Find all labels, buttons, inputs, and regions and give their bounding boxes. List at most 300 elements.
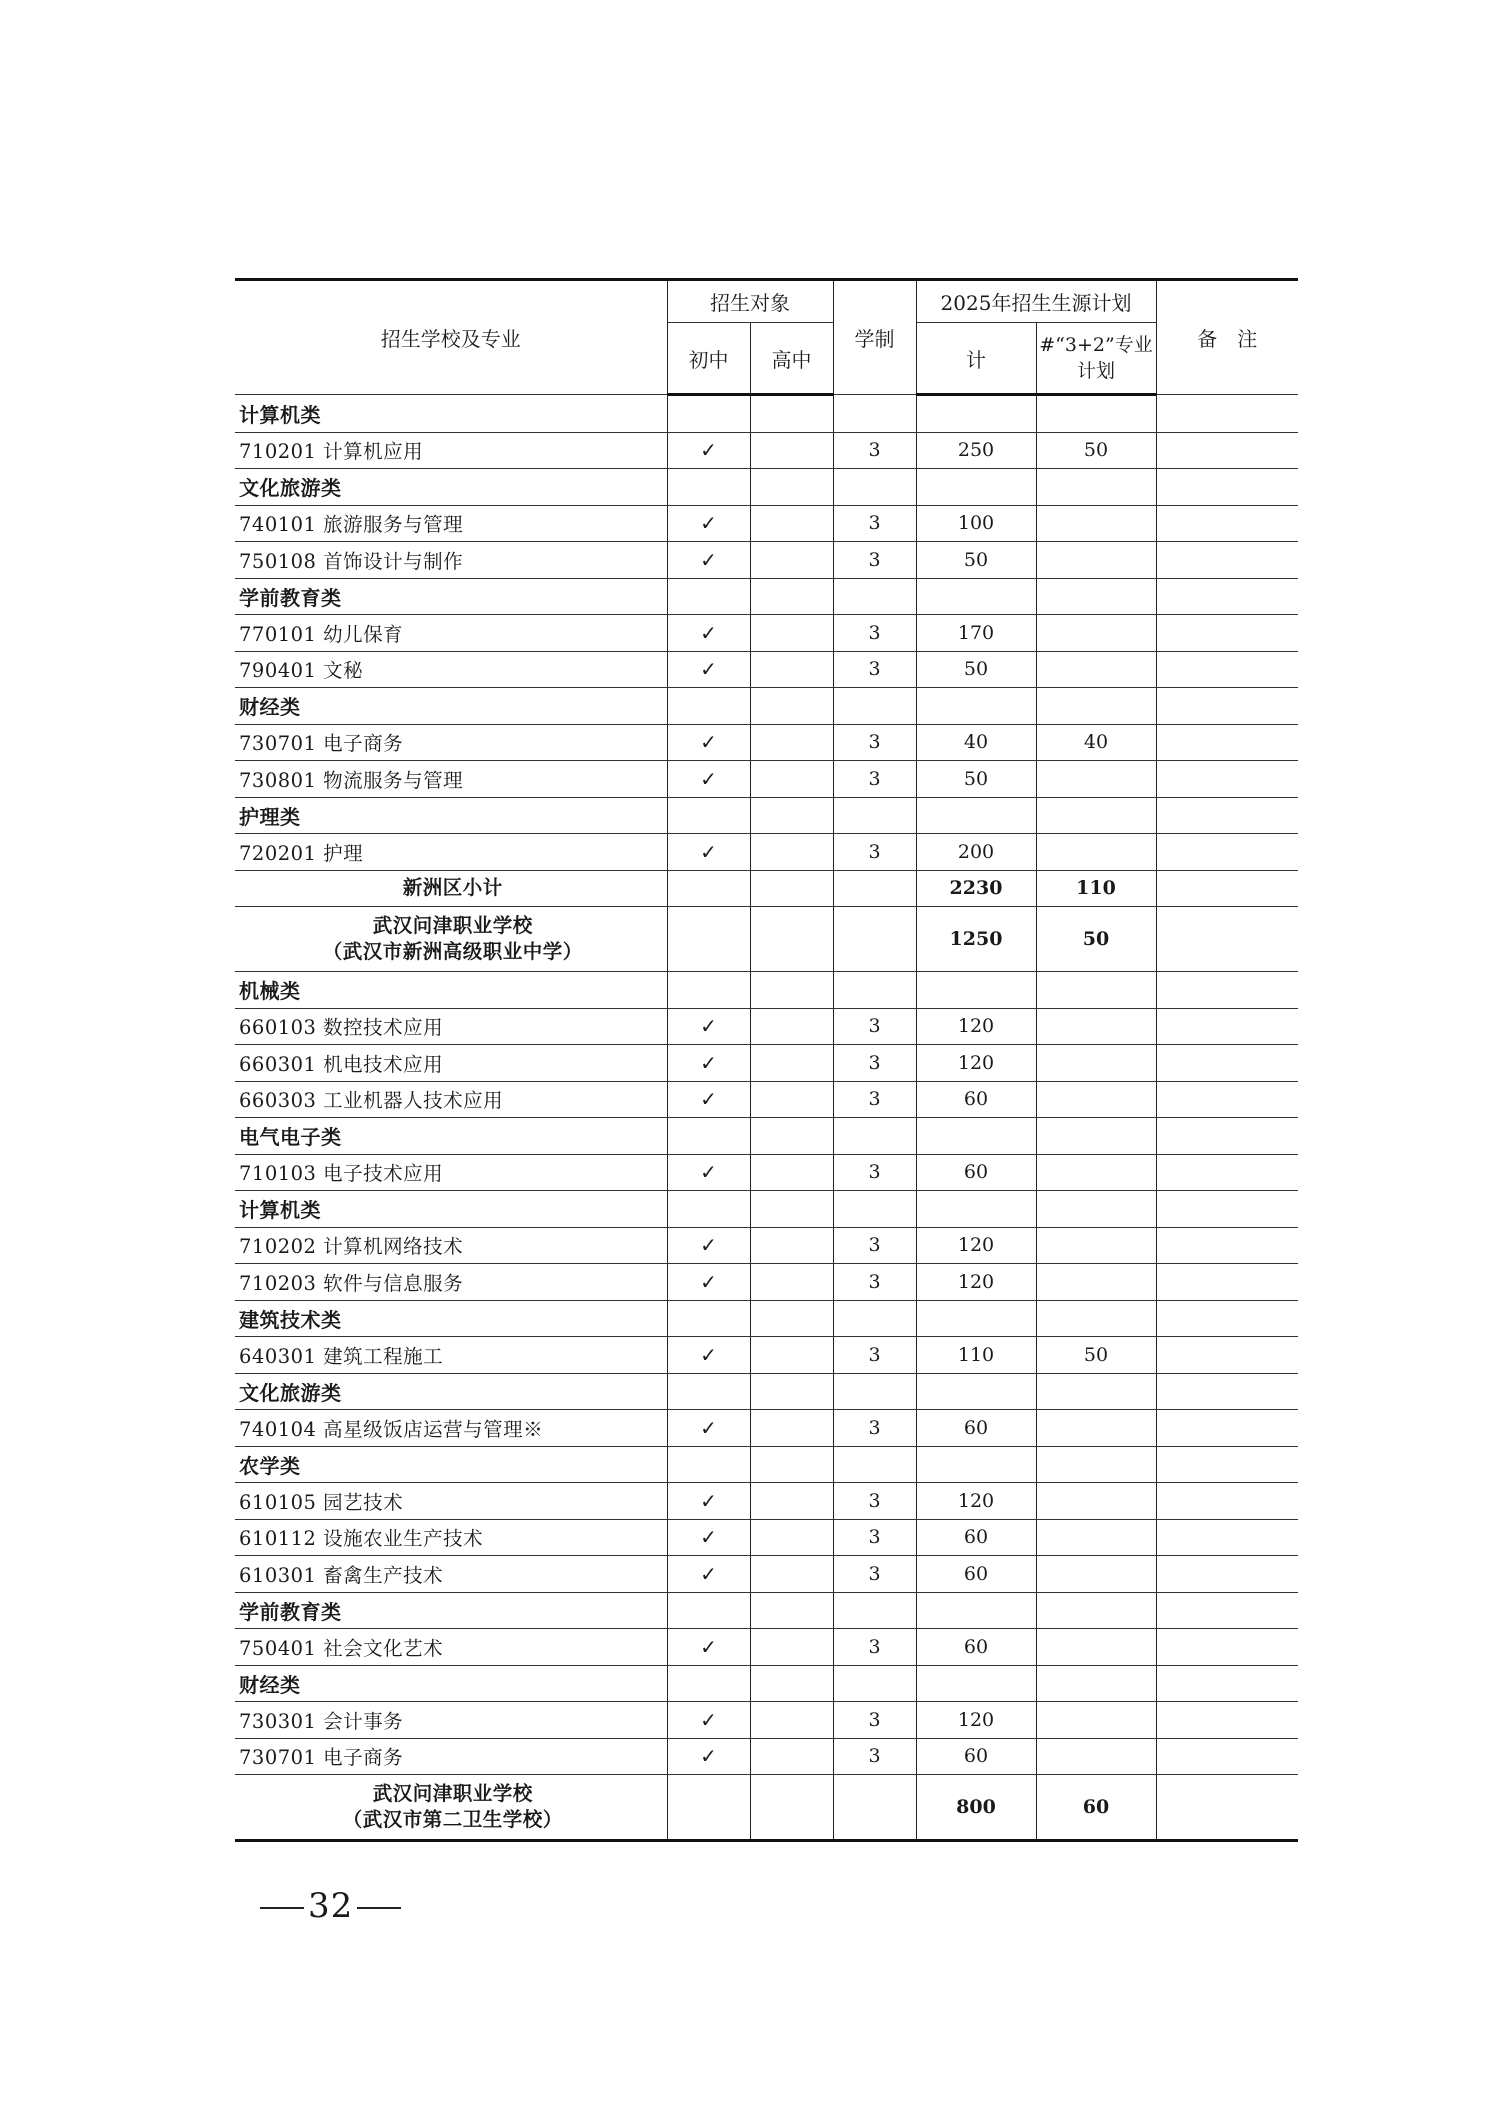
- category-row: [235, 1446, 1298, 1483]
- duration-cell: 3: [833, 1008, 916, 1045]
- table-row: [235, 1738, 1298, 1775]
- senior-cell: [750, 1300, 833, 1337]
- junior-cell: [667, 972, 750, 1009]
- remark-cell: [1156, 432, 1298, 469]
- plan-32-cell: [1036, 1008, 1156, 1045]
- header-senior: 高中: [750, 323, 833, 395]
- major-name-cell: 610105 园艺技术: [235, 1483, 667, 1520]
- category-row: [235, 972, 1298, 1009]
- plan-total-cell: [916, 972, 1036, 1009]
- plan-total-cell: 1250: [916, 907, 1036, 972]
- plan-total-cell: 120: [916, 1227, 1036, 1264]
- plan-total-cell: [916, 1118, 1036, 1155]
- plan-32-cell: [1036, 1629, 1156, 1666]
- plan-32-cell: [1036, 1519, 1156, 1556]
- remark-cell: [1156, 1592, 1298, 1629]
- remark-cell: [1156, 1483, 1298, 1520]
- plan-32-cell: 50: [1036, 1337, 1156, 1374]
- plan-32-cell: [1036, 469, 1156, 506]
- plan-total-cell: [916, 469, 1036, 506]
- plan-32-cell: [1036, 972, 1156, 1009]
- major-name-cell: 710203 软件与信息服务: [235, 1264, 667, 1301]
- duration-cell: 3: [833, 834, 916, 871]
- table-row: [235, 1045, 1298, 1082]
- junior-cell: ✓: [667, 1045, 750, 1082]
- header-target: 招生对象: [667, 280, 833, 323]
- major-name-cell: [235, 1775, 667, 1841]
- junior-cell: [667, 469, 750, 506]
- plan-32-cell: [1036, 1081, 1156, 1118]
- major-name-cell: [235, 907, 667, 972]
- senior-cell: [750, 1118, 833, 1155]
- plan-total-cell: 60: [916, 1629, 1036, 1666]
- senior-cell: [750, 761, 833, 798]
- junior-cell: ✓: [667, 1264, 750, 1301]
- remark-cell: [1156, 578, 1298, 615]
- duration-cell: 3: [833, 615, 916, 652]
- remark-cell: [1156, 615, 1298, 652]
- table-row: [235, 761, 1298, 798]
- table-row: [235, 1556, 1298, 1593]
- junior-cell: [667, 1446, 750, 1483]
- plan-32-cell: [1036, 1446, 1156, 1483]
- duration-cell: [833, 1118, 916, 1155]
- plan-32-cell: [1036, 395, 1156, 433]
- senior-cell: [750, 1665, 833, 1702]
- duration-cell: [833, 972, 916, 1009]
- junior-cell: ✓: [667, 724, 750, 761]
- category-row: [235, 1592, 1298, 1629]
- senior-cell: [750, 688, 833, 725]
- plan-32-cell: [1036, 761, 1156, 798]
- duration-cell: 3: [833, 505, 916, 542]
- header-junior: 初中: [667, 323, 750, 395]
- senior-cell: [750, 542, 833, 579]
- duration-cell: [833, 1665, 916, 1702]
- plan-total-cell: [916, 1191, 1036, 1228]
- table-row: [235, 1702, 1298, 1739]
- major-name-cell: 730301 会计事务: [235, 1702, 667, 1739]
- remark-cell: [1156, 972, 1298, 1009]
- plan-32-cell: 110: [1036, 870, 1156, 907]
- plan-total-cell: [916, 1665, 1036, 1702]
- table-row: [235, 1629, 1298, 1666]
- junior-cell: ✓: [667, 761, 750, 798]
- senior-cell: [750, 1008, 833, 1045]
- plan-32-cell: [1036, 1556, 1156, 1593]
- plan-total-cell: 120: [916, 1483, 1036, 1520]
- header-row: [235, 280, 1298, 323]
- duration-cell: [833, 797, 916, 834]
- table-row: [235, 1227, 1298, 1264]
- senior-cell: [750, 505, 833, 542]
- junior-cell: [667, 1665, 750, 1702]
- table-row: [235, 432, 1298, 469]
- remark-cell: [1156, 1264, 1298, 1301]
- senior-cell: [750, 1629, 833, 1666]
- school-row: [235, 1775, 1298, 1841]
- junior-cell: ✓: [667, 1410, 750, 1447]
- senior-cell: [750, 1592, 833, 1629]
- plan-total-cell: 100: [916, 505, 1036, 542]
- junior-cell: ✓: [667, 432, 750, 469]
- plan-32-cell: [1036, 1410, 1156, 1447]
- plan-32-cell: [1036, 1665, 1156, 1702]
- senior-cell: [750, 907, 833, 972]
- major-name-cell: 文化旅游类: [235, 469, 667, 506]
- senior-cell: [750, 1446, 833, 1483]
- category-row: [235, 578, 1298, 615]
- enrollment-plan-table: [235, 278, 1298, 1842]
- school-name: 武汉问津职业学校: [372, 914, 533, 937]
- plan-32-cell: [1036, 1702, 1156, 1739]
- folio-dash-right: [357, 1907, 401, 1909]
- plan-total-cell: 60: [916, 1519, 1036, 1556]
- table-row: [235, 1519, 1298, 1556]
- junior-cell: ✓: [667, 1008, 750, 1045]
- duration-cell: 3: [833, 542, 916, 579]
- major-name-cell: 770101 幼儿保育: [235, 615, 667, 652]
- remark-cell: [1156, 395, 1298, 433]
- category-row: [235, 688, 1298, 725]
- category-row: [235, 1118, 1298, 1155]
- major-name-cell: 610112 设施农业生产技术: [235, 1519, 667, 1556]
- remark-cell: [1156, 1738, 1298, 1775]
- major-name-cell: 740104 高星级饭店运营与管理※: [235, 1410, 667, 1447]
- major-name-cell: 660303 工业机器人技术应用: [235, 1081, 667, 1118]
- junior-cell: ✓: [667, 1154, 750, 1191]
- plan-total-cell: 120: [916, 1702, 1036, 1739]
- remark-cell: [1156, 469, 1298, 506]
- plan-total-cell: 2230: [916, 870, 1036, 907]
- plan-total-cell: 60: [916, 1556, 1036, 1593]
- major-name-cell: 660103 数控技术应用: [235, 1008, 667, 1045]
- plan-32-cell: [1036, 1483, 1156, 1520]
- major-name-cell: 财经类: [235, 1665, 667, 1702]
- duration-cell: 3: [833, 1227, 916, 1264]
- remark-cell: [1156, 505, 1298, 542]
- junior-cell: ✓: [667, 1702, 750, 1739]
- junior-cell: ✓: [667, 1738, 750, 1775]
- junior-cell: ✓: [667, 1081, 750, 1118]
- duration-cell: 3: [833, 1483, 916, 1520]
- junior-cell: ✓: [667, 1519, 750, 1556]
- plan-total-cell: 60: [916, 1410, 1036, 1447]
- remark-cell: [1156, 1373, 1298, 1410]
- table-row: [235, 1337, 1298, 1374]
- major-name-cell: 710201 计算机应用: [235, 432, 667, 469]
- senior-cell: [750, 395, 833, 433]
- plan-total-cell: 250: [916, 432, 1036, 469]
- table-row: [235, 834, 1298, 871]
- senior-cell: [750, 1775, 833, 1841]
- remark-cell: [1156, 542, 1298, 579]
- header-plan-total: 计: [916, 323, 1036, 395]
- junior-cell: ✓: [667, 1556, 750, 1593]
- remark-cell: [1156, 907, 1298, 972]
- senior-cell: [750, 1337, 833, 1374]
- remark-cell: [1156, 1702, 1298, 1739]
- header-duration: 学制: [833, 280, 916, 395]
- remark-cell: [1156, 1045, 1298, 1082]
- plan-total-cell: 800: [916, 1775, 1036, 1841]
- remark-cell: [1156, 1227, 1298, 1264]
- major-name-cell: 750401 社会文化艺术: [235, 1629, 667, 1666]
- duration-cell: 3: [833, 1264, 916, 1301]
- senior-cell: [750, 1191, 833, 1228]
- duration-cell: 3: [833, 1556, 916, 1593]
- remark-cell: [1156, 1556, 1298, 1593]
- senior-cell: [750, 724, 833, 761]
- senior-cell: [750, 834, 833, 871]
- plan-32-cell: [1036, 1264, 1156, 1301]
- major-name-cell: 640301 建筑工程施工: [235, 1337, 667, 1374]
- remark-cell: [1156, 1665, 1298, 1702]
- senior-cell: [750, 615, 833, 652]
- plan-total-cell: 50: [916, 542, 1036, 579]
- table-row: [235, 1081, 1298, 1118]
- category-row: [235, 1300, 1298, 1337]
- major-name-cell: 学前教育类: [235, 578, 667, 615]
- senior-cell: [750, 1483, 833, 1520]
- major-name-cell: 720201 护理: [235, 834, 667, 871]
- header-school-major: 招生学校及专业: [235, 280, 667, 395]
- major-name-cell: 文化旅游类: [235, 1373, 667, 1410]
- plan-total-cell: [916, 1592, 1036, 1629]
- major-name-cell: 电气电子类: [235, 1118, 667, 1155]
- duration-cell: [833, 1191, 916, 1228]
- senior-cell: [750, 1264, 833, 1301]
- school-alt-name: （武汉市第二卫生学校）: [342, 1808, 563, 1831]
- plan-32-cell: 50: [1036, 907, 1156, 972]
- folio-dash-left: [260, 1907, 304, 1909]
- junior-cell: ✓: [667, 1483, 750, 1520]
- remark-cell: [1156, 1008, 1298, 1045]
- table-body: [235, 395, 1298, 1841]
- major-name-cell: 新洲区小计: [235, 870, 667, 907]
- major-name-cell: 790401 文秘: [235, 651, 667, 688]
- senior-cell: [750, 432, 833, 469]
- major-name-cell: 计算机类: [235, 395, 667, 433]
- plan-total-cell: 200: [916, 834, 1036, 871]
- duration-cell: 3: [833, 724, 916, 761]
- senior-cell: [750, 797, 833, 834]
- plan-32-cell: [1036, 1191, 1156, 1228]
- plan-32-cell: [1036, 1592, 1156, 1629]
- duration-cell: [833, 1300, 916, 1337]
- table-row: [235, 1154, 1298, 1191]
- table-row: [235, 505, 1298, 542]
- junior-cell: ✓: [667, 1227, 750, 1264]
- duration-cell: [833, 1446, 916, 1483]
- remark-cell: [1156, 761, 1298, 798]
- junior-cell: ✓: [667, 615, 750, 652]
- plan-32-cell: [1036, 542, 1156, 579]
- plan-32-cell: [1036, 615, 1156, 652]
- junior-cell: [667, 1300, 750, 1337]
- duration-cell: 3: [833, 761, 916, 798]
- senior-cell: [750, 469, 833, 506]
- senior-cell: [750, 578, 833, 615]
- plan-total-cell: [916, 1446, 1036, 1483]
- plan-32-cell: [1036, 651, 1156, 688]
- plan-32-cell: [1036, 797, 1156, 834]
- table-row: [235, 1483, 1298, 1520]
- duration-cell: [833, 688, 916, 725]
- major-name-cell: 730801 物流服务与管理: [235, 761, 667, 798]
- remark-cell: [1156, 1519, 1298, 1556]
- category-row: [235, 1373, 1298, 1410]
- duration-cell: [833, 1592, 916, 1629]
- junior-cell: [667, 1118, 750, 1155]
- plan-total-cell: 120: [916, 1008, 1036, 1045]
- category-row: [235, 797, 1298, 834]
- header-plan: 2025年招生生源计划: [916, 280, 1156, 323]
- duration-cell: 3: [833, 1081, 916, 1118]
- major-name-cell: 机械类: [235, 972, 667, 1009]
- remark-cell: [1156, 688, 1298, 725]
- plan-total-cell: [916, 1300, 1036, 1337]
- school-row: [235, 907, 1298, 972]
- table-row: [235, 651, 1298, 688]
- senior-cell: [750, 1045, 833, 1082]
- major-name-cell: 财经类: [235, 688, 667, 725]
- duration-cell: 3: [833, 1629, 916, 1666]
- junior-cell: [667, 1592, 750, 1629]
- plan-32-cell: [1036, 1373, 1156, 1410]
- table-row: [235, 542, 1298, 579]
- senior-cell: [750, 1702, 833, 1739]
- plan-total-cell: [916, 688, 1036, 725]
- junior-cell: [667, 688, 750, 725]
- subtotal-row: [235, 870, 1298, 907]
- table-row: [235, 724, 1298, 761]
- junior-cell: [667, 797, 750, 834]
- senior-cell: [750, 1738, 833, 1775]
- remark-cell: [1156, 834, 1298, 871]
- junior-cell: [667, 578, 750, 615]
- senior-cell: [750, 1154, 833, 1191]
- remark-cell: [1156, 1118, 1298, 1155]
- plan-32-cell: [1036, 1227, 1156, 1264]
- header-remark: 备 注: [1156, 280, 1298, 395]
- table-row: [235, 615, 1298, 652]
- senior-cell: [750, 1227, 833, 1264]
- duration-cell: 3: [833, 1702, 916, 1739]
- plan-32-cell: [1036, 578, 1156, 615]
- plan-32-cell: [1036, 1045, 1156, 1082]
- plan-total-cell: 120: [916, 1045, 1036, 1082]
- plan-total-cell: 60: [916, 1738, 1036, 1775]
- plan-32-cell: [1036, 1738, 1156, 1775]
- plan-total-cell: 50: [916, 651, 1036, 688]
- junior-cell: ✓: [667, 542, 750, 579]
- remark-cell: [1156, 1629, 1298, 1666]
- duration-cell: 3: [833, 1519, 916, 1556]
- duration-cell: [833, 469, 916, 506]
- senior-cell: [750, 651, 833, 688]
- plan-total-cell: [916, 797, 1036, 834]
- plan-32-cell: [1036, 834, 1156, 871]
- remark-cell: [1156, 724, 1298, 761]
- duration-cell: 3: [833, 1410, 916, 1447]
- duration-cell: [833, 578, 916, 615]
- junior-cell: ✓: [667, 651, 750, 688]
- major-name-cell: 730701 电子商务: [235, 724, 667, 761]
- duration-cell: 3: [833, 651, 916, 688]
- table-row: [235, 1008, 1298, 1045]
- page-number: [256, 1886, 405, 1926]
- plan-total-cell: 170: [916, 615, 1036, 652]
- senior-cell: [750, 1556, 833, 1593]
- remark-cell: [1156, 1337, 1298, 1374]
- duration-cell: [833, 1373, 916, 1410]
- plan-32-cell: 50: [1036, 432, 1156, 469]
- duration-cell: [833, 1775, 916, 1841]
- school-name: 武汉问津职业学校: [372, 1782, 533, 1805]
- plan-total-cell: 110: [916, 1337, 1036, 1374]
- remark-cell: [1156, 870, 1298, 907]
- junior-cell: [667, 907, 750, 972]
- remark-cell: [1156, 1081, 1298, 1118]
- major-name-cell: 730701 电子商务: [235, 1738, 667, 1775]
- major-name-cell: 750108 首饰设计与制作: [235, 542, 667, 579]
- major-name-cell: 710103 电子技术应用: [235, 1154, 667, 1191]
- plan-total-cell: 120: [916, 1264, 1036, 1301]
- remark-cell: [1156, 1775, 1298, 1841]
- major-name-cell: 660301 机电技术应用: [235, 1045, 667, 1082]
- duration-cell: [833, 907, 916, 972]
- major-name-cell: 610301 畜禽生产技术: [235, 1556, 667, 1593]
- junior-cell: ✓: [667, 1629, 750, 1666]
- plan-32-cell: [1036, 1300, 1156, 1337]
- junior-cell: [667, 1191, 750, 1228]
- remark-cell: [1156, 1446, 1298, 1483]
- category-row: [235, 1665, 1298, 1702]
- category-row: [235, 469, 1298, 506]
- table-row: [235, 1410, 1298, 1447]
- senior-cell: [750, 1519, 833, 1556]
- major-name-cell: 建筑技术类: [235, 1300, 667, 1337]
- junior-cell: ✓: [667, 505, 750, 542]
- plan-32-cell: [1036, 1154, 1156, 1191]
- major-name-cell: 计算机类: [235, 1191, 667, 1228]
- plan-total-cell: [916, 395, 1036, 433]
- duration-cell: [833, 870, 916, 907]
- header-plan-32-line2: 计划: [1076, 360, 1115, 382]
- plan-total-cell: 40: [916, 724, 1036, 761]
- major-name-cell: 学前教育类: [235, 1592, 667, 1629]
- remark-cell: [1156, 1410, 1298, 1447]
- major-name-cell: 710202 计算机网络技术: [235, 1227, 667, 1264]
- table-row: [235, 1264, 1298, 1301]
- major-name-cell: 740101 旅游服务与管理: [235, 505, 667, 542]
- plan-total-cell: 60: [916, 1154, 1036, 1191]
- duration-cell: 3: [833, 1045, 916, 1082]
- senior-cell: [750, 1373, 833, 1410]
- category-row: [235, 1191, 1298, 1228]
- senior-cell: [750, 972, 833, 1009]
- header-plan-32: [1036, 323, 1156, 395]
- remark-cell: [1156, 651, 1298, 688]
- duration-cell: 3: [833, 432, 916, 469]
- junior-cell: ✓: [667, 834, 750, 871]
- major-name-cell: 护理类: [235, 797, 667, 834]
- plan-total-cell: 50: [916, 761, 1036, 798]
- major-name-cell: 农学类: [235, 1446, 667, 1483]
- school-alt-name: （武汉市新洲高级职业中学）: [322, 940, 583, 963]
- remark-cell: [1156, 1300, 1298, 1337]
